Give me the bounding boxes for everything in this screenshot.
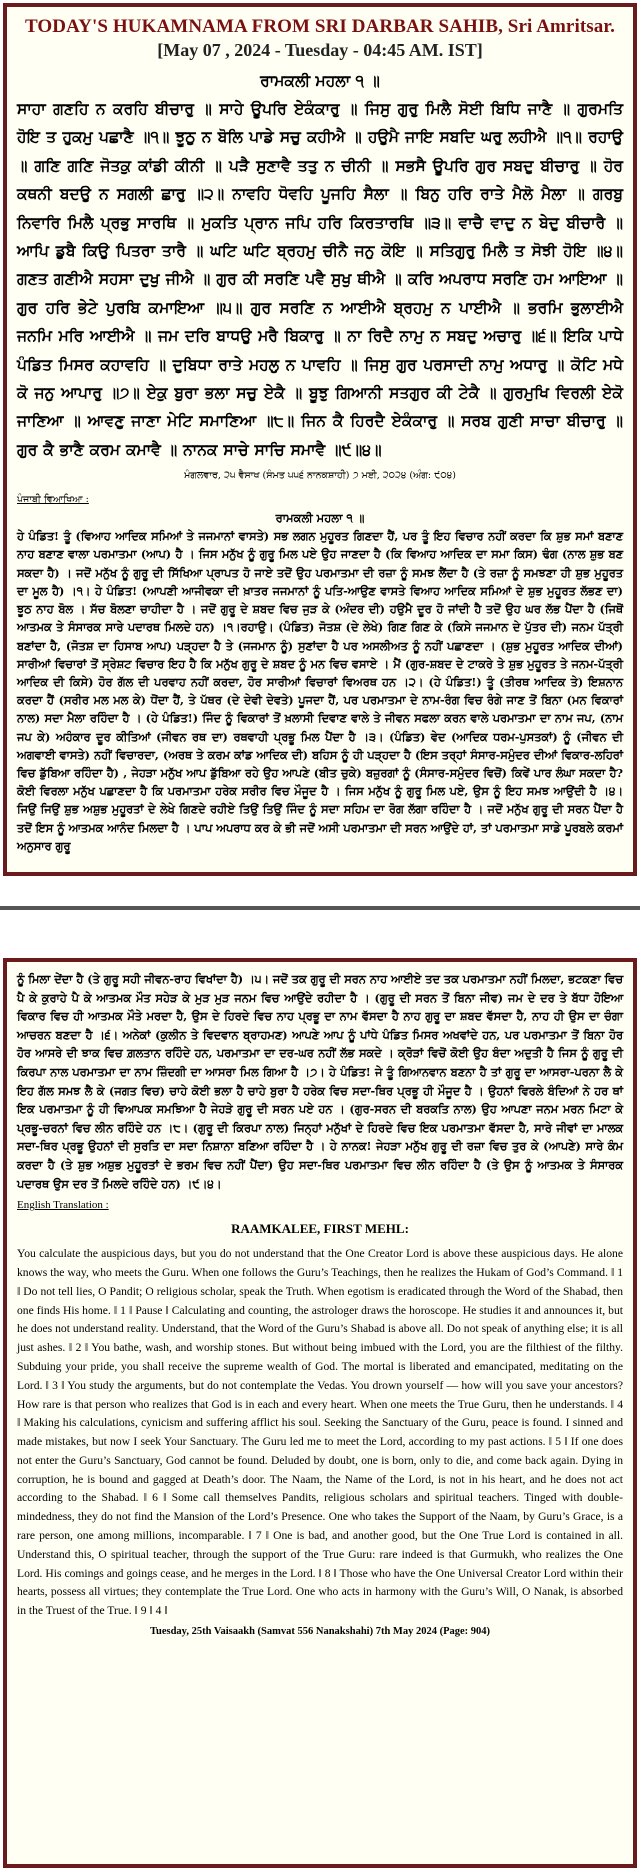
english-heading: RAAMKALEE, FIRST MEHL: bbox=[231, 1221, 409, 1237]
punjabi-explanation-part2: ਨੂੰ ਮਿਲਾ ਦੇਂਦਾ ਹੈ (ਤੇ ਗੁਰੂ ਸਹੀ ਜੀਵਨ-ਰਾਹ ਵਿਖਾਂਦਾ ਹੈ) ।੫। ਜਦੋਂ ਤਕ ਗੁਰੂ ਦੀ ਸਰਨ ਨਾਹ ਆਈਏ ਤਦ ਤਕ ਪਰਮਾਤਮਾ ਨਹੀਂ ਮਿਲਦਾ, ਭਟਕਣਾ ਵਿਚ ਪੈ ਕੇ ਕੁਰਾਹੇ ਪੈ ਕੇ ਆਤਮਕ ਮੌਤ ਸਹੇੜ ਕੇ ਮੁੜ ਮੁੜ ਜਨਮ ਵਿਚ ਆਉਂਦੇ ਰਹੀਦਾ ਹੈ । (ਗੁਰੂ ਦੀ ਸਰਨ ਤੋਂ ਬਿਨਾ ਜੀਵ) ਜਮ ਦੇ ਦਰ ਤੇ ਬੱਧਾ ਹੋਇਆ ਵਿਕਾਰ ਵਿਚ ਹੀ ਆਤਮਕ ਮੌਤੇ ਮਰਦਾ ਹੈ, ਉਸ ਦੇ ਹਿਰਦੇ ਵਿਚ ਨਾਹ ਪ੍ਰਭੂ ਦਾ ਨਾਮ ਵੱਸਦਾ ਹੈ ਨਾਹ ਗੁਰੂ ਦਾ ਸ਼ਬਦ ਵੱਸਦਾ ਹੈ, ਨਾਹ ਹੀ ਉਸ ਦਾ ਚੰਗਾ ਆਚਰਨ ਬਣਦਾ ਹੈ ।੬। ਅਨੇਕਾਂ (ਕੁਲੀਨ ਤੇ ਵਿਦਵਾਨ ਬ੍ਰਾਹਮਣ) ਆਪਣੇ ਆਪ ਨੂੰ ਪਾਂਧੇ ਪੰਡਿਤ ਮਿਸਰ ਅਖਵਾਂਦੇ ਹਨ, ਪਰ ਪਰਮਾਤਮਾ ਤੋਂ ਬਿਨਾ ਹੋਰ ਹੋਰ ਆਸਰੇ ਦੀ ਝਾਕ ਵਿਚ ਗ਼ਲਤਾਨ ਰਹਿੰਦੇ ਹਨ, ਪਰਮਾਤਮਾ ਦਾ ਦਰ-ਘਰ ਨਹੀਂ ਲੱਭ ਸਕਦੇ । ਕ੍ਰੋੜਾਂ ਵਿਚੋਂ ਕੋਈ ਉਹ ਬੰਦਾ ਅਦੁਤੀ ਹੈ ਜਿਸ ਨੂੰ ਗੁਰੂ ਦੀ ਕਿਰਪਾ ਨਾਲ ਪਰਮਾਤਮਾ ਦਾ ਨਾਮ ਜ਼ਿੰਦਗੀ ਦਾ ਆਸਰਾ ਮਿਲ ਗਿਆ ਹੈ ।੭। ਹੇ ਪੰਡਿਤ! ਜੇ ਤੂੰ ਗਿਆਨਵਾਨ ਬਣਨਾ ਹੈ ਤਾਂ ਗੁਰੂ ਦਾ ਆਸਰਾ-ਪਰਨਾ ਲੈ ਕੇ ਇਹ ਗੱਲ ਸਮਝ ਲੈ ਕੇ (ਜਗਤ ਵਿਚ) ਚਾਹੇ ਕੋਈ ਭਲਾ ਹੈ ਚਾਹੇ ਬੁਰਾ ਹੈ ਹਰੇਕ ਵਿਚ ਸਦਾ-ਥਿਰ ਪ੍ਰਭੂ ਹੀ ਮੌਜੂਦ ਹੈ । ਉਹਨਾਂ ਵਿਰਲੇ ਬੰਦਿਆਂ ਨੇ ਹਰ ਥਾਂ ਇਕ ਪਰਮਾਤਮਾ ਨੂੰ ਹੀ ਵਿਆਪਕ ਸਮਝਿਆ ਹੈ ਜੇਹੜੇ ਗੁਰੂ ਦੀ ਸਰਨ ਪਏ ਹਨ । (ਗੁਰ-ਸਰਨ ਦੀ ਬਰਕਤਿ ਨਾਲ) ਉਹ ਆਪਣਾ ਜਨਮ ਮਰਨ ਮਿਟਾ ਕੇ ਪ੍ਰਭੂ-ਚਰਨਾਂ ਵਿਚ ਲੀਨ ਰਹਿੰਦੇ ਹਨ ।੮। (ਗੁਰੂ ਦੀ ਕਿਰਪਾ ਨਾਲ) ਜਿਨ੍ਹਾਂ ਮਨੁੱਖਾਂ ਦੇ ਹਿਰਦੇ ਵਿਚ ਇਕ ਪਰਮਾਤਮਾ ਵੱਸਦਾ ਹੈ, ਸਾਰੇ ਜੀਵਾਂ ਦਾ ਮਾਲਕ ਸਦਾ-ਥਿਰ ਪ੍ਰਭੂ ਉਹਨਾਂ ਦੀ ਸੁਰਤਿ ਦਾ ਸਦਾ ਨਿਸ਼ਾਨਾ ਬਣਿਆ ਰਹਿੰਦਾ ਹੈ । ਹੇ ਨਾਨਕ! ਜੇਹੜਾ ਮਨੁੱਖ ਗੁਰੂ ਦੀ ਰਜ਼ਾ ਵਿਚ ਤੁਰ ਕੇ (ਆਪਣੇ) ਸਾਰੇ ਕੰਮ ਕਰਦਾ ਹੈ (ਤੇ ਸ਼ੁਭ ਅਸ਼ੁਭ ਮੁਹੂਰਤਾਂ ਦੇ ਭਰਮ ਵਿਚ ਨਹੀਂ ਪੈਂਦਾ) ਉਹ ਸਦਾ-ਥਿਰ ਪਰਮਾਤਮਾ ਵਿਚ ਲੀਨ ਰਹਿੰਦਾ ਹੈ (ਤੇ ਉਸ ਨੂੰ ਆਤਮਕ ਤੇ ਸੰਸਾਰਕ ਪਦਾਰਥ ਉਸ ਦਰ ਤੋਂ ਮਿਲਦੇ ਰਹਿੰਦੇ ਹਨ) ।੯।੪। bbox=[17, 972, 623, 1191]
punjabi-section-label: ਪੰਜਾਬੀ ਵਿਆਖਿਆ : bbox=[17, 494, 89, 506]
section-divider bbox=[0, 906, 640, 910]
gurbani-date-line: ਮੰਗਲਵਾਰ, ੨੫ ਵੈਸਾਖ (ਸੰਮਤ ੫੫੬ ਨਾਨਕਸ਼ਾਹੀ) ੭ ਮਈ, ੨੦੨੪ (ਅੰਗ: ੯੦੪) bbox=[184, 470, 456, 482]
english-translation: You calculate the auspicious days, but you do not understand that the One Creator Lord is above these auspicious days. He alone knows the way, who meets the Guru. When one follows the Guru’s Teachings, then he realizes the Hukam of God’s Command. ‖ 1 ‖ Do not tell lies, O Pandit; O religious scholar, speak the Truth. When egotism is eradicated through the Word of the Shabad, then one finds His home. ‖ 1 ‖ Pause ‖ Calculating and counting, the astrologer draws the horoscope. He studies it and announces it, but he does not understand reality. Understand, that the Word of the Guru’s Shabad is above all. Do not speak of anything else; it is all just ashes. ‖ 2 ‖ You bathe, wash, and worship stones. But without being imbued with the Lord, you are the filthiest of the filthy. Subduing your pride, you shall receive the supreme wealth of God. The mortal is liberated and emancipated, meditating on the Lord. ‖ 3 ‖ You study the arguments, but do not contemplate the Vedas. You drown yourself — how will you save your ancestors? How rare is that person who realizes that God is in each and every heart. When one meets the True Guru, then he understands. ‖ 4 ‖ Making his calculations, cynicism and suffering afflict his soul. Seeking the Sanctuary of the Guru, peace is found. I sinned and made mistakes, but now I seek Your Sanctuary. The Guru led me to meet the Lord, according to my past actions. ‖ 5 ‖ If one does not enter the Guru’s Sanctuary, God cannot be found. Deluded by doubt, one is born, only to die, and come back again. Dying in corruption, he is bound and gagged at Death’s door. The Naam, the Name of the Lord, is not in his heart, and he does not act according to the Shabad. ‖ 6 ‖ Some call themselves Pandits, religious scholars and spiritual teachers. Tinged with double-mindedness, they do not find the Mansion of the Lord’s Presence. One who takes the Support of the Naam, by Guru’s Grace, is a rare person, one among millions, incomparable. ‖ 7 ‖ One is bad, and another good, but the One True Lord is contained in all. Understand this, O spiritual teacher, through the support of the True Guru: rare indeed is that Gurmukh, who realizes the One Lord. His comings and goings cease, and he merges in the Lord. ‖ 8 ‖ Those who have the One Universal Creator Lord within their hearts, possess all virtues; they contemplate the True Lord. One who acts in harmony with the Guru’s Will, O Nanak, is absorbed in the Truest of the True. ‖ 9 ‖ 4 ‖ bbox=[17, 1247, 623, 1618]
punjabi-explanation-part1: ਹੇ ਪੰਡਿਤ! ਤੂੰ (ਵਿਆਹ ਆਦਿਕ ਸਮਿਆਂ ਤੇ ਜਜਮਾਨਾਂ ਵਾਸਤੇ) ਸਭ ਲਗਨ ਮੁਹੂਰਤ ਗਿਣਦਾ ਹੈਂ, ਪਰ ਤੂੰ ਇਹ ਵਿਚਾਰ ਨਹੀਂ ਕਰਦਾ ਕਿ ਸ਼ੁਭ ਸਮਾਂ ਬਣਾਣ ਨਾਹ ਬਣਾਣ ਵਾਲਾ ਪਰਮਾਤਮਾ (ਆਪ) ਹੈ । ਜਿਸ ਮਨੁੱਖ ਨੂੰ ਗੁਰੂ ਮਿਲ ਪਏ ਉਹ ਜਾਣਦਾ ਹੈ (ਕਿ ਵਿਆਹ ਆਦਿਕ ਦਾ ਸਮਾ ਕਿਸ) ਢੰਗ (ਨਾਲ ਸ਼ੁਭ ਬਣ ਸਕਦਾ ਹੈ) । ਜਦੋਂ ਮਨੁੱਖ ਨੂੰ ਗੁਰੂ ਦੀ ਸਿੱਖਿਆ ਪ੍ਰਾਪਤ ਹੋ ਜਾਏ ਤਦੋਂ ਉਹ ਪਰਮਾਤਮਾ ਦੀ ਰਜ਼ਾ ਨੂੰ ਸਮਝ ਲੈਂਦਾ ਹੈ (ਤੇ ਰਜ਼ਾ ਨੂੰ ਸਮਝਣਾ ਹੀ ਸ਼ੁਭ ਮੁਹੂਰਤ ਦਾ ਮੂਲ ਹੈ) ।੧। ਹੇ ਪੰਡਿਤ! (ਆਪਣੀ ਆਜੀਵਕਾ ਦੀ ਖ਼ਾਤਰ ਜਜਮਾਨਾਂ ਨੂੰ ਪਤਿ-ਆਉਣ ਵਾਸਤੇ ਵਿਆਹ ਆਦਿਕ ਸਮਿਆਂ ਦੇ ਸ਼ੁਭ ਮੁਹੂਰਤ ਲੱਭਣ ਦਾ) ਝੂਠ ਨਾਹ ਬੋਲ । ਸੱਚ ਬੋਲਣਾ ਚਾਹੀਦਾ ਹੈ । ਜਦੋਂ ਗੁਰੂ ਦੇ ਸ਼ਬਦ ਵਿਚ ਜੁੜ ਕੇ (ਅੰਦਰ ਦੀ) ਹਉਮੈ ਦੂਰ ਹੋ ਜਾਂਦੀ ਹੈ ਤਦੋਂ ਉਹ ਘਰ ਲੱਭ ਪੈਂਦਾ ਹੈ (ਜਿਥੋਂ ਆਤਮਕ ਤੇ ਸੰਸਾਰਕ ਸਾਰੇ ਪਦਾਰਥ ਮਿਲਦੇ ਹਨ) ।੧।ਰਹਾਉ। (ਪੰਡਿਤ) ਜੋਤਸ਼ (ਦੇ ਲੇਖੇ) ਗਿਣ ਗਿਣ ਕੇ (ਕਿਸੇ ਜਜਮਾਨ ਦੇ ਪੁੱਤਰ ਦੀ) ਜਨਮ ਪੱਤ੍ਰੀ ਬਣਾਂਦਾ ਹੈ, (ਜੋਤਸ਼ ਦਾ ਹਿਸਾਬ ਆਪ) ਪੜ੍ਹਦਾ ਹੈ ਤੇ (ਜਜਮਾਨ ਨੂੰ) ਸੁਣਾਂਦਾ ਹੈ ਪਰ ਅਸਲੀਅਤ ਨੂੰ ਨਹੀਂ ਪਛਾਣਦਾ । (ਸ਼ੁਭ ਮੁਹੂਰਤ ਆਦਿਕ ਦੀਆਂ) ਸਾਰੀਆਂ ਵਿਚਾਰਾਂ ਤੋਂ ਸ੍ਰੇਸ਼ਟ ਵਿਚਾਰ ਇਹ ਹੈ ਕਿ ਮਨੁੱਖ ਗੁਰੂ ਦੇ ਸ਼ਬਦ ਨੂੰ ਮਨ ਵਿਚ ਵਸਾਏ । ਮੈਂ (ਗੁਰ-ਸ਼ਬਦ ਦੇ ਟਾਕਰੇ ਤੇ ਸ਼ੁਭ ਮੁਹੂਰਤ ਤੇ ਜਨਮ-ਪੱਤ੍ਰੀ ਆਦਿਕ ਦੀ ਕਿਸੇ) ਹੋਰ ਗੱਲ ਦੀ ਪਰਵਾਹ ਨਹੀਂ ਕਰਦਾ, ਹੋਰ ਸਾਰੀਆਂ ਵਿਚਾਰਾਂ ਵਿਅਰਥ ਹਨ ।੨। (ਹੇ ਪੰਡਿਤ!) ਤੂੰ (ਤੀਰਥ ਆਦਿਕ ਤੇ) ਇਸ਼ਨਾਨ ਕਰਦਾ ਹੈਂ (ਸਰੀਰ ਮਲ ਮਲ ਕੇ) ਧੋਂਦਾ ਹੈਂ, ਤੇ ਪੱਥਰ (ਦੇ ਦੇਵੀ ਦੇਵਤੇ) ਪੂਜਦਾ ਹੈਂ, ਪਰ ਪਰਮਾਤਮਾ ਦੇ ਨਾਮ-ਰੰਗ ਵਿਚ ਰੰਗੇ ਜਾਣ ਤੋਂ ਬਿਨਾ (ਮਨ ਵਿਕਾਰਾਂ ਨਾਲ) ਸਦਾ ਮੈਲਾ ਰਹਿੰਦਾ ਹੈ । (ਹੇ ਪੰਡਿਤ!) ਜਿੰਦ ਨੂੰ ਵਿਕਾਰਾਂ ਤੋਂ ਖ਼ਲਾਸੀ ਦਿਵਾਣ ਵਾਲੇ ਤੇ ਜੀਵਨ ਸਫਲਾ ਕਰਨ ਵਾਲੇ ਪਰਮਾਤਮਾ ਦਾ ਨਾਮ ਜਪ, (ਨਾਮ ਜਪ ਕੇ) ਅਹੰਕਾਰ ਦੂਰ ਕੀਤਿਆਂ (ਜੀਵਨ ਰਥ ਦਾ) ਰਥਵਾਹੀ ਪ੍ਰਭੂ ਮਿਲ ਪੈਂਦਾ ਹੈ ।੩। (ਪੰਡਿਤ) ਵੇਦ (ਆਦਿਕ ਧਰਮ-ਪੁਸਤਕਾਂ) ਨੂੰ (ਜੀਵਨ ਦੀ ਅਗਵਾਈ ਵਾਸਤੇ) ਨਹੀਂ ਵਿਚਾਰਦਾ, (ਅਰਥ ਤੇ ਕਰਮ ਕਾਂਡ ਆਦਿਕ ਦੀ) ਬਹਿਸ ਨੂੰ ਹੀ ਪੜ੍ਹਦਾ ਹੈ (ਇਸ ਤਰ੍ਹਾਂ ਸੰਸਾਰ-ਸਮੁੰਦਰ ਦੀਆਂ ਵਿਕਾਰ-ਲਹਿਰਾਂ ਵਿਚ ਡੁੱਬਿਆ ਰਹਿੰਦਾ ਹੈ) , ਜੇਹੜਾ ਮਨੁੱਖ ਆਪ ਡੁੱਬਿਆ ਰਹੇ ਉਹ ਆਪਣੇ (ਬੀਤ ਚੁਕੇ) ਬਜ਼ੁਰਗਾਂ ਨੂੰ (ਸੰਸਾਰ-ਸਮੁੰਦਰ ਵਿਚੋਂ) ਕਿਵੇਂ ਪਾਰ ਲੰਘਾ ਸਕਦਾ ਹੈ? ਕੋਈ ਵਿਰਲਾ ਮਨੁੱਖ ਪਛਾਣਦਾ ਹੈ ਕਿ ਪਰਮਾਤਮਾ ਹਰੇਕ ਸਰੀਰ ਵਿਚ ਮੌਜੂਦ ਹੈ । ਜਿਸ ਮਨੁੱਖ ਨੂੰ ਗੁਰੂ ਮਿਲ ਪਏ, ਉਸ ਨੂੰ ਇਹ ਸਮਝ ਆਉਂਦੀ ਹੈ ।੪। ਜਿਉਂ ਜਿਉਂ ਸ਼ੁਭ ਅਸ਼ੁਭ ਮੁਹੂਰਤਾਂ ਦੇ ਲੇਖੇ ਗਿਣਦੇ ਰਹੀਏ ਤਿਉਂ ਤਿਉਂ ਜਿੰਦ ਨੂੰ ਸਦਾ ਸਹਿਮ ਦਾ ਰੋਗ ਲੱਗਾ ਰਹਿੰਦਾ ਹੈ । ਜਦੋਂ ਮਨੁੱਖ ਗੁਰੂ ਦੀ ਸਰਨ ਪੈਂਦਾ ਹੈ ਤਦੋਂ ਇਸ ਨੂੰ ਆਤਮਕ ਆਨੰਦ ਮਿਲਦਾ ਹੈ । ਪਾਪ ਅਪਰਾਧ ਕਰ ਕੇ ਭੀ ਜਦੋਂ ਅਸੀ ਪਰਮਾਤਮਾ ਦੀ ਸਰਨ ਆਉਂਦੇ ਹਾਂ, ਤਾਂ ਪਰਮਾਤਮਾ ਸਾਡੇ ਪੂਰਬਲੇ ਕਰਮਾਂ ਅਨੁਸਾਰ ਗੁਰੂ bbox=[17, 529, 623, 853]
hukamnama-panel-bottom bbox=[3, 958, 637, 1868]
english-date-line: Tuesday, 25th Vaisaakh (Samvat 556 Nanakshahi) 7th May 2024 (Page: 904) bbox=[149, 1626, 491, 1638]
gurbani-text: ਸਾਹਾ ਗਣਹਿ ਨ ਕਰਹਿ ਬੀਚਾਰੁ ॥ ਸਾਹੇ ਊਪਰਿ ਏਕੰਕਾਰੁ ॥ ਜਿਸੁ ਗੁਰੁ ਮਿਲੈ ਸੋਈ ਬਿਧਿ ਜਾਣੈ ॥ ਗੁਰਮਤਿ ਹੋਇ ਤ ਹੁਕਮੁ ਪਛਾਣੈ ॥੧॥ ਝੂਠੁ ਨ ਬੋਲਿ ਪਾਡੇ ਸਚੁ ਕਹੀਐ ॥ ਹਉਮੈ ਜਾਇ ਸਬਦਿ ਘਰੁ ਲਹੀਐ ॥੧॥ ਰਹਾਉ ॥ ਗਣਿ ਗਣਿ ਜੋਤਕੁ ਕਾਂਡੀ ਕੀਨੀ ॥ ਪੜੈ ਸੁਣਾਵੈ ਤਤੁ ਨ ਚੀਨੀ ॥ ਸਭਸੈ ਊਪਰਿ ਗੁਰ ਸਬਦੁ ਬੀਚਾਰੁ ॥ ਹੋਰ ਕਥਨੀ ਬਦਉ ਨ ਸਗਲੀ ਛਾਰੁ ॥੨॥ ਨਾਵਹਿ ਧੋਵਹਿ ਪੂਜਹਿ ਸੈਲਾ ॥ ਬਿਨੁ ਹਰਿ ਰਾਤੇ ਮੈਲੋ ਮੈਲਾ ॥ ਗਰਬੁ ਨਿਵਾਰਿ ਮਿਲੈ ਪ੍ਰਭੁ ਸਾਰਥਿ ॥ ਮੁਕਤਿ ਪ੍ਰਾਨ ਜਪਿ ਹਰਿ ਕਿਰਤਾਰਥਿ ॥੩॥ ਵਾਚੈ ਵਾਦੁ ਨ ਬੇਦੁ ਬੀਚਾਰੈ ॥ ਆਪਿ ਡੁਬੈ ਕਿਉ ਪਿਤਰਾ ਤਾਰੈ ॥ ਘਟਿ ਘਟਿ ਬ੍ਰਹਮੁ ਚੀਨੈ ਜਨੁ ਕੋਇ ॥ ਸਤਿਗੁਰੁ ਮਿਲੈ ਤ ਸੋਝੀ ਹੋਇ ॥੪॥ ਗਣਤ ਗਣੀਐ ਸਹਸਾ ਦੁਖੁ ਜੀਐ ॥ ਗੁਰ ਕੀ ਸਰਣਿ ਪਵੈ ਸੁਖੁ ਥੀਐ ॥ ਕਰਿ ਅਪਰਾਧ ਸਰਣਿ ਹਮ ਆਇਆ ॥ ਗੁਰ ਹਰਿ ਭੇਟੇ ਪੁਰਬਿ ਕਮਾਇਆ ॥੫॥ ਗੁਰ ਸਰਣਿ ਨ ਆਈਐ ਬ੍ਰਹਮੁ ਨ ਪਾਈਐ ॥ ਭਰਮਿ ਭੁਲਾਈਐ ਜਨਮਿ ਮਰਿ ਆਈਐ ॥ ਜਮ ਦਰਿ ਬਾਧਉ ਮਰੈ ਬਿਕਾਰੁ ॥ ਨਾ ਰਿਦੈ ਨਾਮੁ ਨ ਸਬਦੁ ਅਚਾਰੁ ॥੬॥ ਇਕਿ ਪਾਧੇ ਪੰਡਿਤ ਮਿਸਰ ਕਹਾਵਹਿ ॥ ਦੁਬਿਧਾ ਰਾਤੇ ਮਹਲੁ ਨ ਪਾਵਹਿ ॥ ਜਿਸੁ ਗੁਰ ਪਰਸਾਦੀ ਨਾਮੁ ਅਧਾਰੁ ॥ ਕੋਟਿ ਮਧੇ ਕੋ ਜਨੁ ਆਪਾਰੁ ॥੭॥ ਏਕੁ ਬੁਰਾ ਭਲਾ ਸਚੁ ਏਕੈ ॥ ਬੂਝੁ ਗਿਆਨੀ ਸਤਗੁਰ ਕੀ ਟੇਕੈ ॥ ਗੁਰਮੁਖਿ ਵਿਰਲੀ ਏਕੋ ਜਾਣਿਆ ॥ ਆਵਣੁ ਜਾਣਾ ਮੇਟਿ ਸਮਾਣਿਆ ॥੮॥ ਜਿਨ ਕੈ ਹਿਰਦੈ ਏਕੰਕਾਰੁ ॥ ਸਰਬ ਗੁਣੀ ਸਾਚਾ ਬੀਚਾਰੁ ॥ ਗੁਰ ਕੈ ਭਾਣੈ ਕਰਮ ਕਮਾਵੈ ॥ ਨਾਨਕ ਸਾਚੇ ਸਾਚਿ ਸਮਾਵੈ ॥੯॥੪॥ bbox=[17, 99, 623, 459]
date-time-line: [May 07 , 2024 - Tuesday - 04:45 AM. IST] bbox=[157, 40, 483, 60]
punjabi-heading: ਰਾਮਕਲੀ ਮਹਲਾ ੧ ॥ bbox=[275, 511, 365, 526]
hukamnama-panel-top bbox=[3, 3, 637, 876]
gurbani-heading: ਰਾਮਕਲੀ ਮਹਲਾ ੧ ॥ bbox=[260, 71, 380, 90]
page-title: TODAY'S HUKAMNAMA FROM SRI DARBAR SAHIB, Sri Amritsar. bbox=[24, 16, 616, 37]
english-section-label: English Translation : bbox=[17, 1199, 109, 1212]
